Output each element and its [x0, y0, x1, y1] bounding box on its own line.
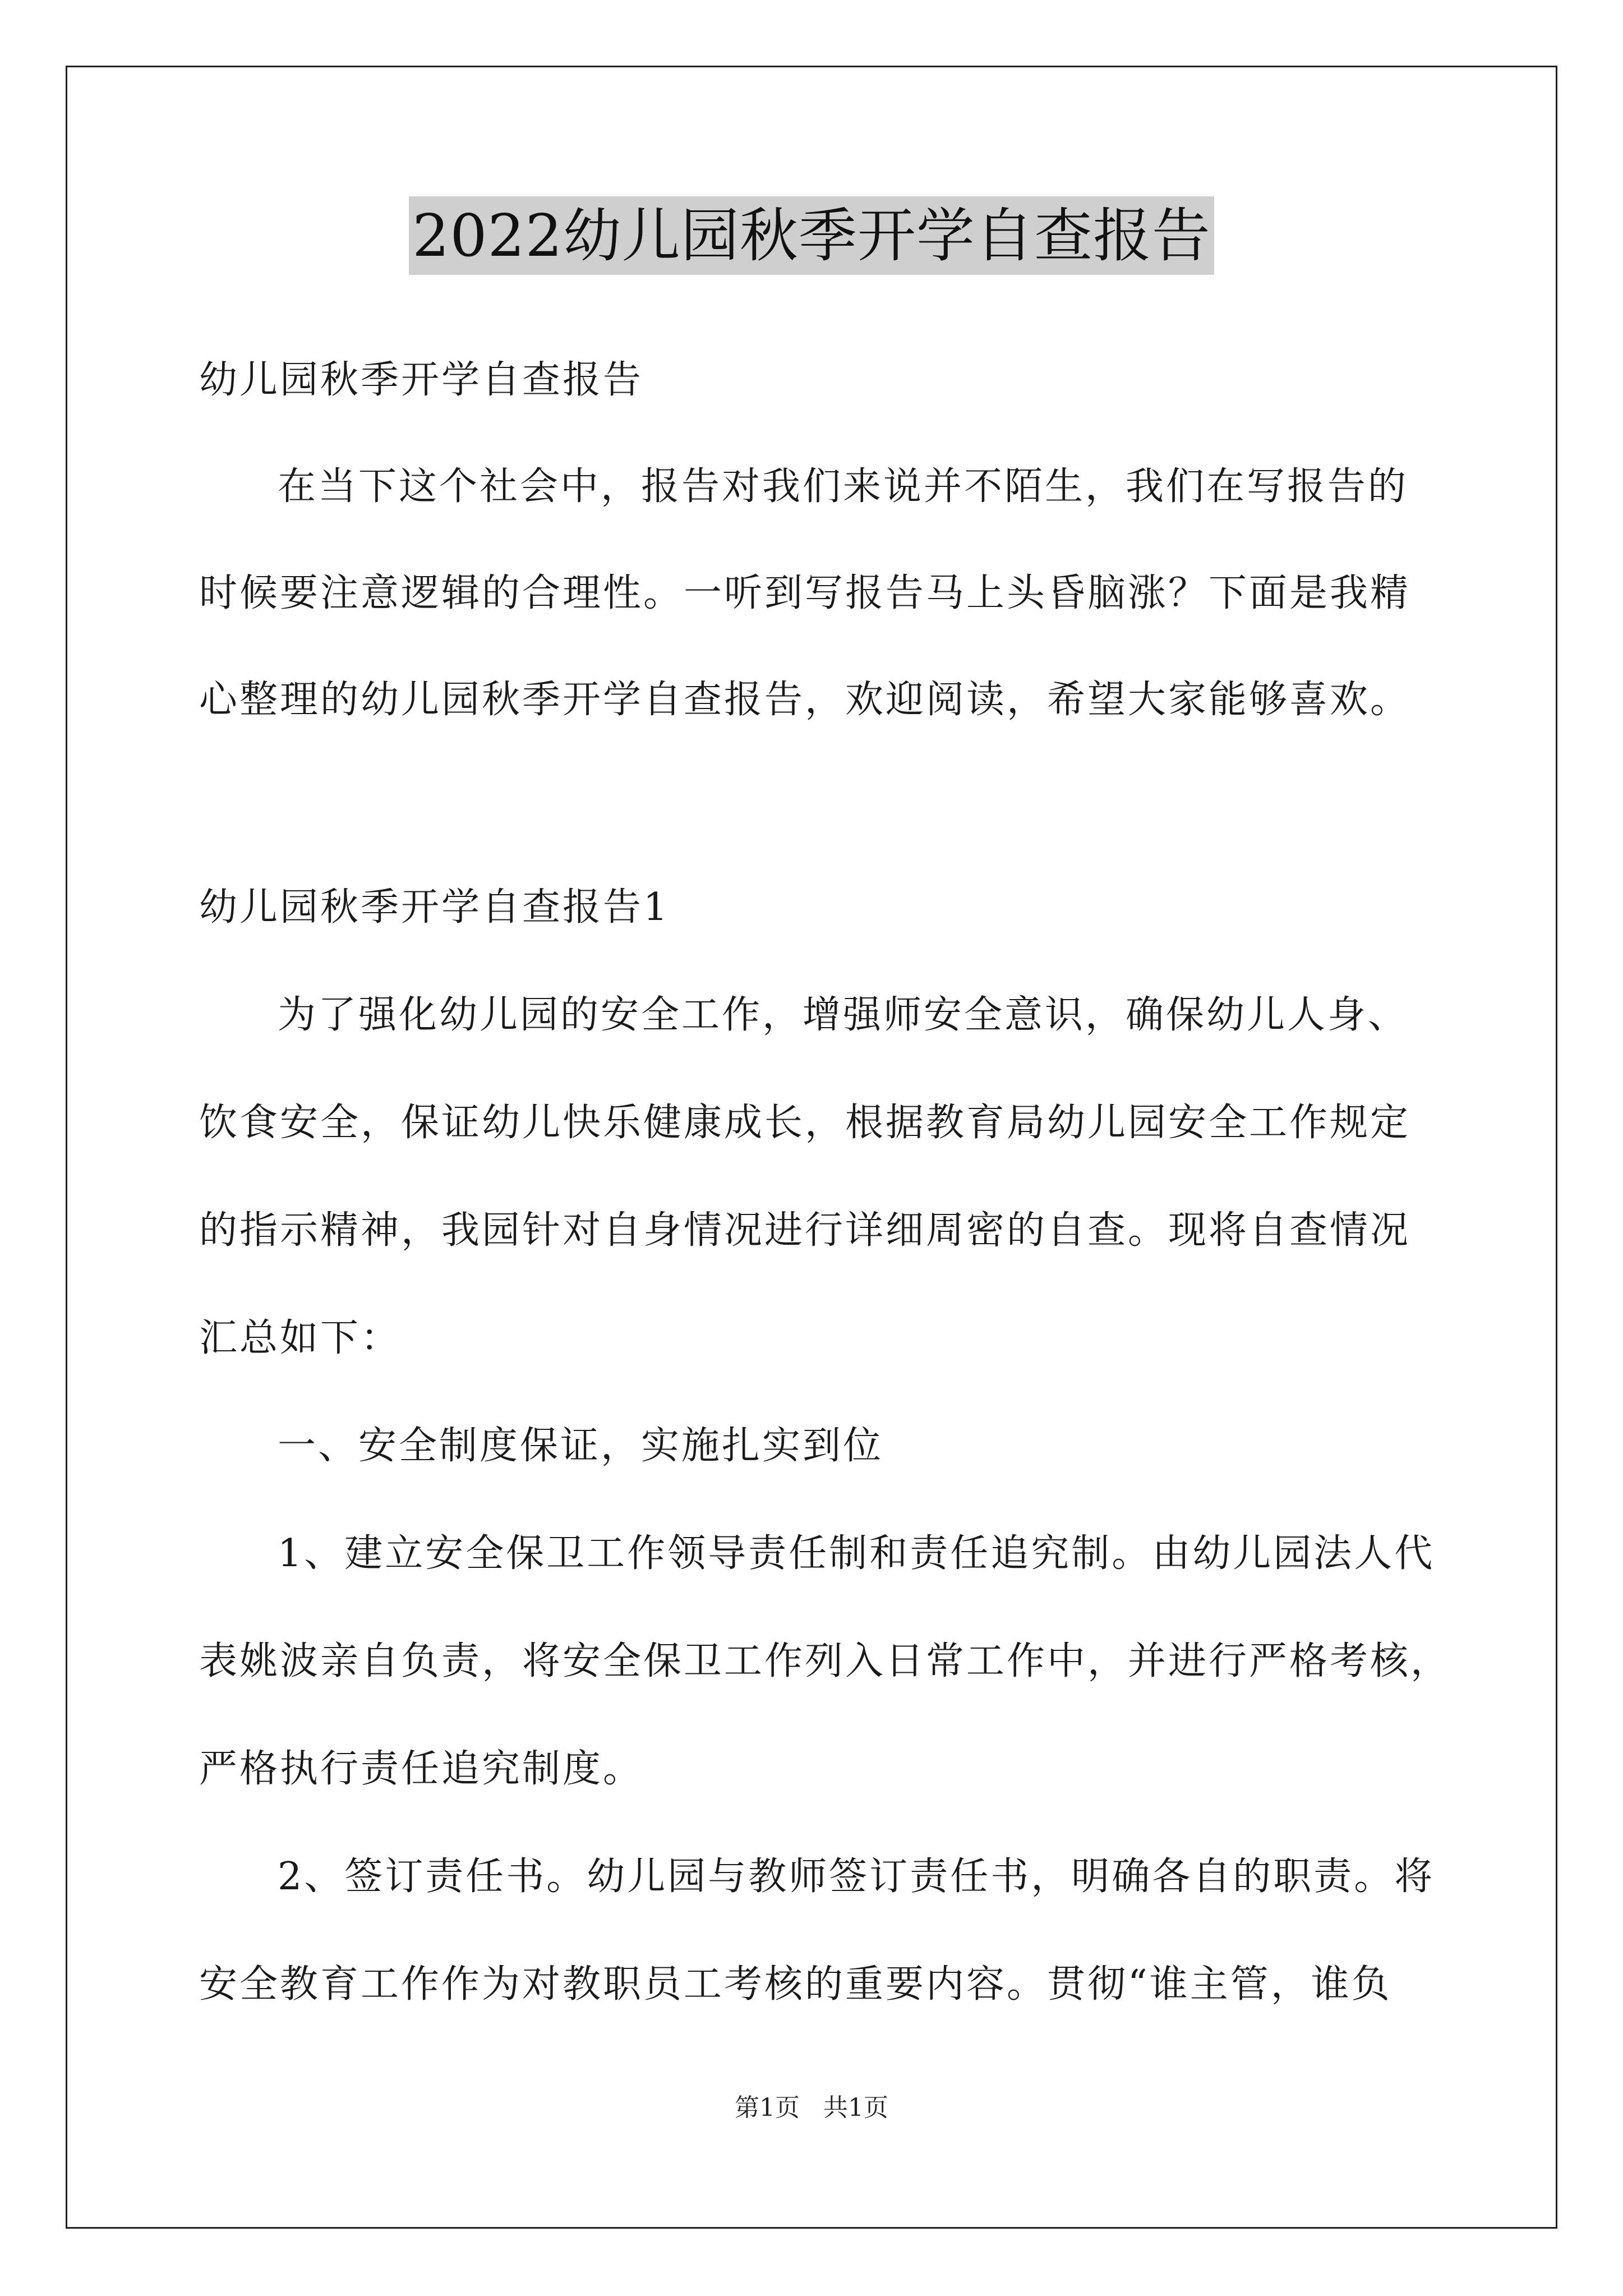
title-container — [0, 196, 1623, 275]
list-item-line: 1、建立安全保卫工作领导责任制和责任追究制。由幼儿园法人代 — [278, 1531, 1435, 1576]
section-heading: 幼儿园秋季开学自查报告1 — [199, 885, 670, 930]
page-footer: 第1页 共1页 — [735, 2093, 888, 2122]
list-item-line: 表姚波亲自负责，将安全保卫工作列入日常工作中，并进行严格考核， — [199, 1639, 1451, 1683]
intro-line: 心整理的幼儿园秋季开学自查报告，欢迎阅读，希望大家能够喜欢。 — [199, 678, 1411, 722]
paragraph-line: 为了强化幼儿园的安全工作，增强师安全意识，确保幼儿人身、 — [278, 993, 1409, 1037]
paragraph-line: 的指示精神，我园针对自身情况进行详细周密的自查。现将自查情况 — [199, 1208, 1411, 1253]
subheading: 一、安全制度保证，实施扎实到位 — [278, 1424, 884, 1468]
intro-line: 在当下这个社会中，报告对我们来说并不陌生，我们在写报告的 — [278, 464, 1409, 509]
list-item-line: 安全教育工作作为对教职员工考核的重要内容。贯彻“谁主管，谁负 — [199, 1962, 1392, 2007]
list-item-line: 2、签订责任书。幼儿园与教师签订责任书，明确各自的职责。将 — [278, 1855, 1435, 1899]
paragraph-line: 饮食安全，保证幼儿快乐健康成长，根据教育局幼儿园安全工作规定 — [199, 1101, 1411, 1145]
document-subtitle: 幼儿园秋季开学自查报告 — [199, 358, 644, 402]
list-item-line: 严格执行责任追究制度。 — [199, 1747, 644, 1791]
paragraph-line: 汇总如下： — [199, 1316, 402, 1360]
document-title: 2022幼儿园秋季开学自查报告 — [409, 196, 1214, 275]
intro-line: 时候要注意逻辑的合理性。一听到写报告马上头昏脑涨？下面是我精 — [199, 571, 1411, 615]
